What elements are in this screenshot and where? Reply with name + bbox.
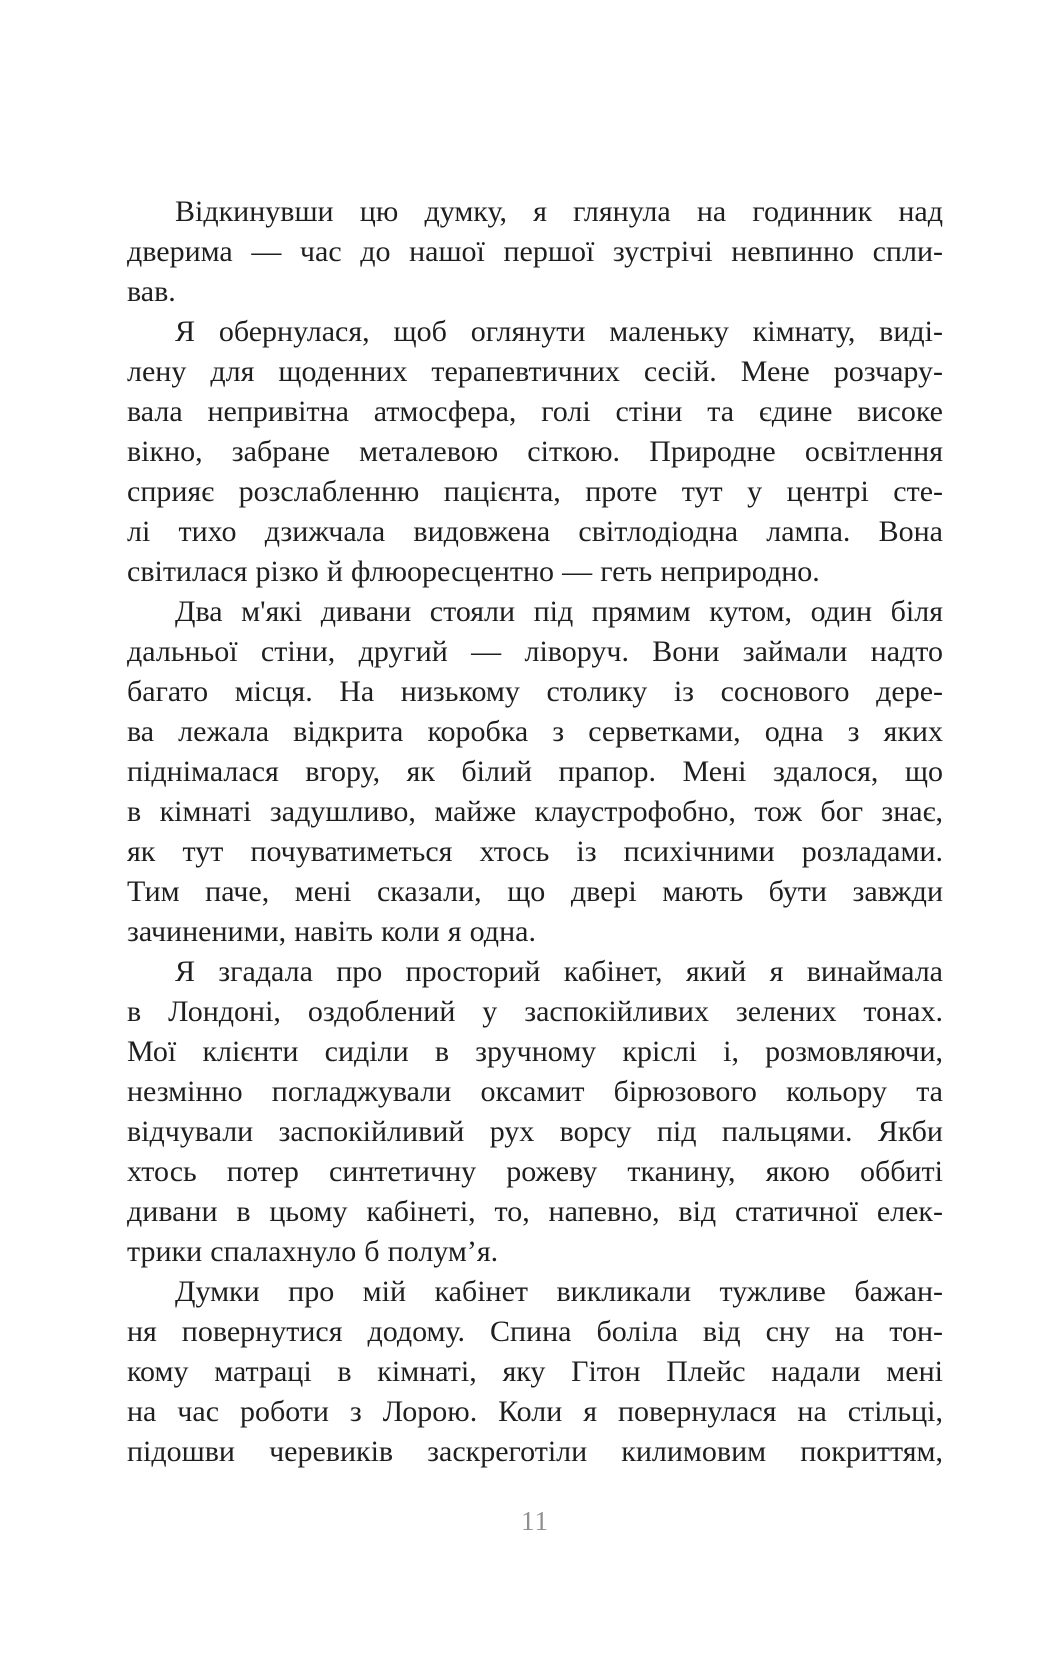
text-line: ня повернутися додому. Спина боліла від сну на тон- [127,1315,943,1348]
text-line: дальньої стіни, другий — ліворуч. Вони займали надто [127,635,943,668]
text-line: піднімалася вгору, як білий прапор. Мені здалося, що [127,755,943,788]
text-line: Я згадала про просторий кабінет, який я винаймала [175,955,943,988]
text-line: відчували заспокійливий рух ворсу під пальцями. Якби [127,1115,943,1148]
text-line: Два м'які дивани стояли під прямим кутом, один біля [175,595,943,628]
text-line: ва лежала відкрита коробка з серветками, одна з яких [127,715,943,748]
text-line: зачиненими, навіть коли я одна. [127,915,536,948]
paragraph [127,192,943,312]
text-line: сприяє розслабленню пацієнта, проте тут у центрі сте- [127,475,943,508]
text-line: світилася різко й флюоресцентно — геть неприродно. [127,555,820,588]
text-line: Я обернулася, щоб оглянути маленьку кімнату, виді- [175,315,943,348]
text-line: Думки про мій кабінет викликали тужливе бажан- [175,1275,943,1308]
text-line: підошви черевиків заскреготіли килимовим покриттям, [127,1435,943,1468]
text-line: трики спалахнуло б полум’я. [127,1235,499,1268]
text-line: в Лондоні, оздоблений у заспокійливих зелених тонах. [127,995,943,1028]
paragraph [127,312,943,592]
text-line: лі тихо дзижчала видовжена світлодіодна лампа. Вона [127,515,943,548]
text-line: хтось потер синтетичну рожеву тканину, якою оббиті [127,1155,943,1188]
text-line: лену для щоденних терапевтичних сесій. Мене розчару- [127,355,943,388]
text-line: в кімнаті задушливо, майже клаустрофобно, тож бог знає, [127,795,943,828]
page-text [127,192,943,1472]
text-line: Мої клієнти сиділи в зручному кріслі і, розмовляючи, [127,1035,943,1068]
text-line: дверима — час до нашої першої зустрічі невпинно спли- [127,235,943,268]
paragraph [127,1272,943,1472]
text-line: вав. [127,275,176,308]
text-line: дивани в цьому кабінеті, то, напевно, від статичної елек- [127,1195,943,1228]
text-line: незмінно погладжували оксамит бірюзового кольору та [127,1075,943,1108]
text-line: Відкинувши цю думку, я глянула на годинник над [175,195,943,228]
text-line: на час роботи з Лорою. Коли я повернулася на стільці, [127,1395,943,1428]
text-line: Тим паче, мені сказали, що двері мають бути завжди [127,875,943,908]
text-line: як тут почуватиметься хтось із психічними розладами. [127,835,943,868]
text-line: кому матраці в кімнаті, яку Гітон Плейс надали мені [127,1355,943,1388]
text-line: вала непривітна атмосфера, голі стіни та єдине високе [127,395,943,428]
text-line: вікно, забране металевою сіткою. Природне освітлення [127,435,943,468]
paragraph [127,592,943,952]
page-number: 11 [521,1506,549,1536]
paragraph [127,952,943,1272]
text-line: багато місця. На низькому столику із соснового дере- [127,675,943,708]
